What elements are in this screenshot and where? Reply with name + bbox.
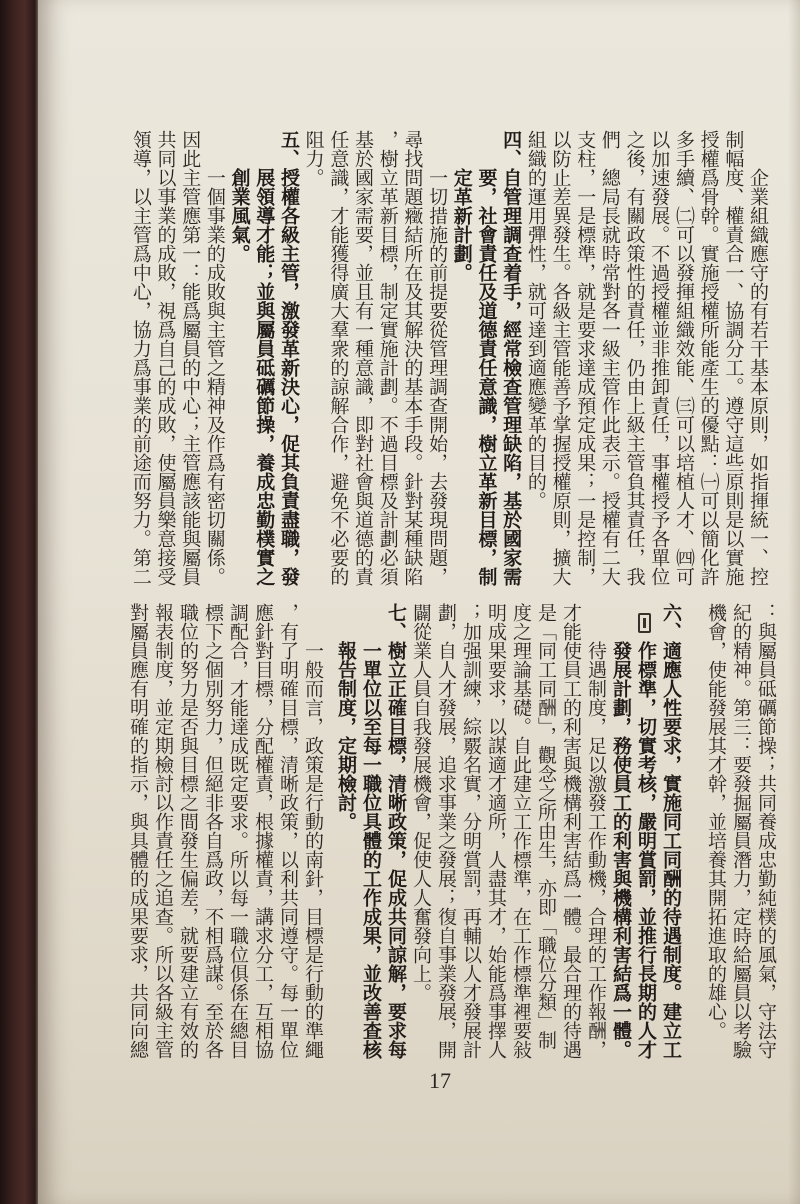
section-5-heading-line: 展領導才能；並與屬員砥礪節操，養成忠勤樸實之 <box>253 168 276 586</box>
section-6-heading-line: 發展計劃，務使員工的利害與機構利害結爲一體。 <box>610 641 632 1059</box>
section-3-body-line: 多手續、㈡可以發揮組織效能、㈢可以培植人才、㈣可 <box>672 130 695 586</box>
lower-text-block <box>125 603 778 1063</box>
section-5-body-line: 機會，使能發展其才幹，並培養其開拓進取的雄心。 <box>705 603 727 1040</box>
section-3-body-line: 以加速發展。不過授權並非推卸責任，事權授予各單位 <box>648 130 671 586</box>
adjacent-page-edge <box>788 0 800 1204</box>
section-7-body-line: 標下之個別努力，但絕非各自爲政，不相爲謀。至於各 <box>202 603 224 1059</box>
section-4-heading-line: 四、自管理調查着手，經常檢查管理缺陷，基於國家需 <box>500 130 523 586</box>
section-6-heading-text: 作標準，切實考核，嚴明賞罰，並推行長期的人才 <box>635 641 657 1059</box>
section-3-body-line: 制幅度、權責合一、協調分工。遵守這些原則是以實施 <box>722 130 745 586</box>
section-3-body-line: 企業組織應守的有若干基本原則，如指揮統一、控 <box>747 168 769 586</box>
section-3-body-line: 組織的運用彈性，就可達到適應變革的目的。 <box>524 130 547 510</box>
section-4-body-line: 一切措施的前提要從管理調查開始，去發現問題， <box>426 168 449 586</box>
book-binding-spine <box>0 0 38 1204</box>
section-3-body-line: 之後，有關政策性的責任，仍由上級主管負其責任，我 <box>623 130 646 586</box>
section-7-heading-line: 七、樹立正確目標，清晰政策，促成共同諒解，要求每 <box>385 603 407 1059</box>
ink-stamp-mark <box>638 613 651 633</box>
section-4-body-line: 基於國家需要，並且有一種意識，即對社會與道德的責 <box>352 130 374 586</box>
section-7-body-line: 報表制度，並定期檢討以作責任之追查。所以各級主管 <box>152 603 174 1059</box>
section-6-body-line: 待遇制度，足以激發工作動機，合理的工作報酬， <box>585 641 607 1059</box>
section-7-body-line: 應針對目標，分配權責，根據權責，講求分工，互相協 <box>252 603 274 1059</box>
section-7-body-line: 職位的努力是否與目標之間發生偏差，就要建立有效的 <box>177 603 199 1059</box>
section-5-body-line: 紀的精神。第三：要發掘屬員潛力，定時給屬員以考驗 <box>730 603 752 1059</box>
section-5-body-line: ：與屬員砥礪節操；共同養成忠勤純樸的風氣，守法守 <box>755 603 777 1059</box>
page-number: 17 <box>429 1068 451 1093</box>
section-6-body-line: 才能使員工的利害與機構利害結爲一體。最合理的待遇 <box>560 603 582 1059</box>
section-7-body-line: 一般而言，政策是行動的南針，目標是行動的準繩 <box>302 641 324 1059</box>
section-3-body-line: 們 總局長就時常對各一級主管作此表示。授權有二大 <box>598 130 621 586</box>
section-5-heading-line: 創業風氣。 <box>228 168 251 263</box>
section-3-body-line: 支柱，一是標準，就是要求達成預定成果；一是控制， <box>574 130 597 586</box>
section-3-body-line: 以防止差異發生。各級主管能善予掌握授權原則，擴大 <box>549 130 572 586</box>
section-4-body-line: ，樹立革新目標，制定實施計劃。不過目標及計劃必須 <box>376 130 399 586</box>
upper-text-block <box>128 130 770 590</box>
section-6-heading-line: 六、適應人性要求，實施同工同酬的待遇制度。建立工 <box>660 603 682 1059</box>
section-3-body-line: 授權爲骨幹。實施授權所能產生的優點：㈠可以簡化許 <box>697 130 720 586</box>
section-6-body-line: 闢從業人員自我發展機會，促使人人奮發向上。 <box>410 603 432 1002</box>
section-4-body-line: 任意識，才能獲得廣大羣衆的諒解合作，避免不必要的 <box>327 130 350 586</box>
section-5-body-line: 一個事業的成敗與主管之精神及作爲有密切關係。 <box>203 168 226 586</box>
section-7-body-line: 對屬員應有明確的指示，與具體的成果要求，共同向總 <box>127 603 149 1059</box>
section-4-heading-line: 定革新計劃。 <box>450 168 473 282</box>
section-4-heading-line: 要，社會責任及道德責任意識，樹立革新目標，制 <box>475 168 498 586</box>
section-4-body-line: 尋找問題癥結所在及其解決的基本手段。針對某種缺陷 <box>401 130 424 586</box>
section-4-body-line: 阻力。 <box>302 130 325 187</box>
section-6-body-line: 劃，自人才發展，追求事業之發展；復自事業發展，開 <box>435 603 457 1059</box>
section-7-heading-line: 報告制度，定期檢討。 <box>335 641 357 831</box>
section-6-body-line: 明成果要求，以謀適才適所，人盡其才，始能爲事擇人 <box>485 603 507 1059</box>
book-page <box>38 0 800 1204</box>
section-5-body-line: 因此主管應第一：能爲屬員的中心；主管應該能與屬員 <box>179 130 202 586</box>
section-7-body-line: 調配合，才能達成既定要求。所以每一職位俱係在總目 <box>227 603 249 1059</box>
section-6-heading-line <box>633 603 658 1059</box>
section-6-body-line: 度之理論基礎。自此建立工作標準，在工作標準裡要敍 <box>510 603 532 1059</box>
section-5-body-line: 共同以事業的成敗，視爲自己的成敗，使屬員樂意接受 <box>154 130 177 586</box>
section-7-heading-line: 一單位以至每一職位具體的工作成果，並改善查核 <box>360 641 382 1059</box>
section-5-heading-line: 五、授權各級主管，激發革新決心，促其負責盡職，發 <box>277 130 300 586</box>
section-6-body-line: 是「同工同酬」，觀念之所由生，亦即「職位分類」制 <box>535 603 557 1050</box>
section-7-body-line: ，有了明確目標，清晰政策，以利共同遵守。每一單位 <box>277 603 299 1059</box>
section-6-body-line: ；加强訓練，綜覈名實，分明賞罰，再輔以人才發展計 <box>460 603 482 1059</box>
section-5-body-line: 領導，以主管爲中心，協力爲事業的前途而努力。第二 <box>129 130 152 586</box>
